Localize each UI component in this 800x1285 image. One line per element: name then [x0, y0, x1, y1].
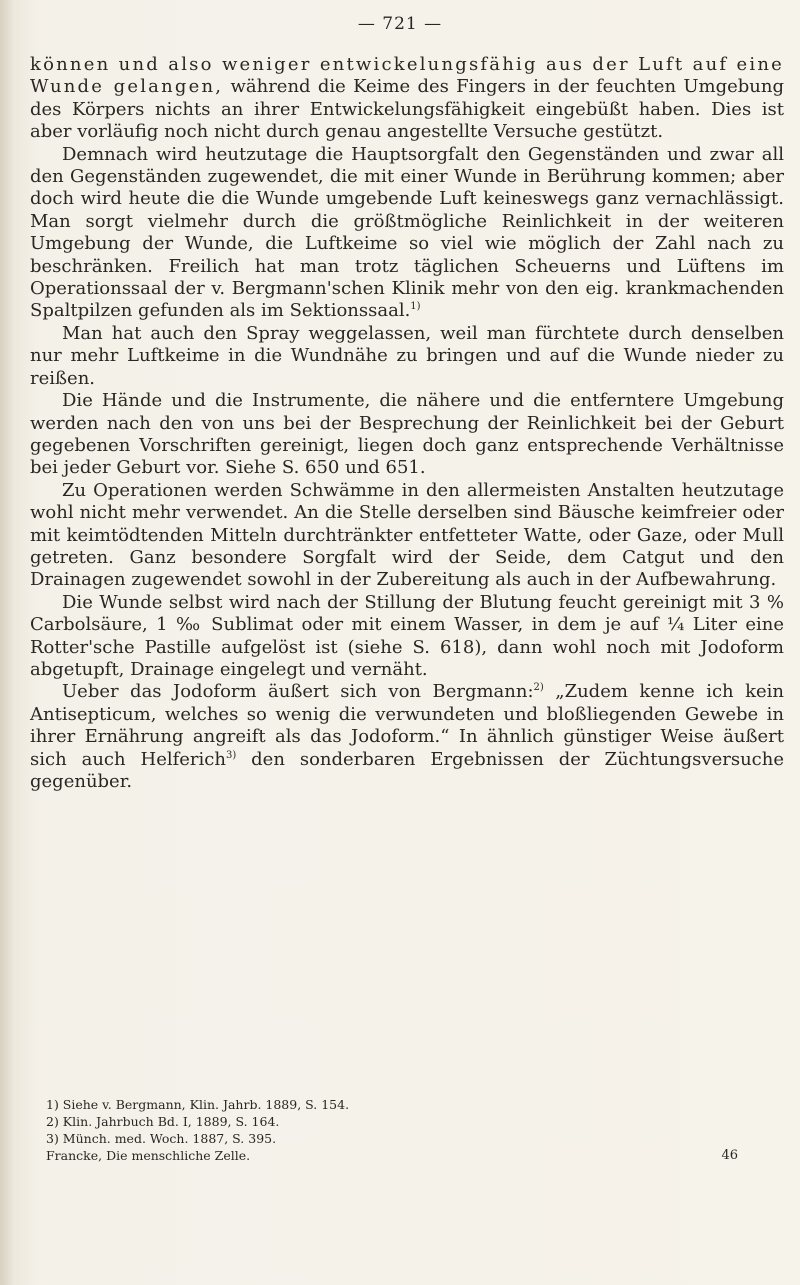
paragraph-7	[30, 681, 784, 793]
footnotes	[46, 1096, 786, 1164]
paragraph-7-text: Ueber das Jodoform äußert sich von Bergmann:	[62, 681, 534, 703]
paragraph-2-text: Demnach wird heutzutage die Hauptsorgfalt den Gegenständen und zwar all den Gegenständen zugewendet, die mit einer Wunde in Berührung kommen; aber doch wird heute die die Wunde umgebende Luft keineswegs ganz vernachlässigt. Man sorgt vielmehr durch die größtmögliche Reinlichkeit in der weiteren Umgebung der Wunde, die Luftkeime so viel wie möglich der Zahl nach zu beschränken. Freilich hat man trotz täglichen Scheuerns und Lüftens im Operationssaal der v. Bergmann'schen Klinik mehr von den eig. krankmachenden Spaltpilzen gefunden als im Sektionssaal.	[30, 143, 784, 322]
paragraph-7-end: den sonderbaren Ergebnissen der Züchtungsversuche gegenüber.	[30, 748, 784, 792]
paragraph-3: Man hat auch den Spray weggelassen, weil man fürchtete durch denselben nur mehr Luftkeime in die Wundnähe zu bringen und auf die Wunde nieder zu reißen.	[30, 322, 784, 389]
page-number: — 721 —	[357, 14, 443, 34]
paragraph-5: Zu Operationen werden Schwämme in den allermeisten Anstalten heutzutage wohl nicht mehr verwendet. An die Stelle derselben sind Bäusche keimfreier oder mit keimtödtenden Mitteln durchtränkter entfetteter Watte, oder Gaze, oder Mull getreten. Ganz besondere Sorgfalt wird der Seide, dem Catgut und den Drainagen zugewendet sowohl in der Zubereitung als auch in der Aufbewahrung.	[30, 479, 784, 591]
paragraph-7-quote: „Zudem kenne ich kein Antisepticum, welches so wenig die verwundeten und bloßliegenden Gewebe in ihrer Ernährung angreift als das Jodoform.“ In ähnlich günstiger Weise äußert sich auch Helferich	[30, 681, 784, 770]
paragraph-4: Die Hände und die Instrumente, die nähere und die entferntere Umgebung werden nach den von uns bei der Besprechung der Reinlichkeit bei der Geburt gegebenen Vorschriften gereinigt, liegen doch ganz entsprechende Verhältnisse bei jeder Geburt vor. Siehe S. 650 und 651.	[30, 390, 784, 479]
footer-line	[46, 1147, 786, 1164]
paragraph-1-rest: während die Keime des Fingers in der feuchten Umgebung des Körpers nichts an ihrer Entwickelungsfähigkeit eingebüßt haben. Dies ist aber vorläufig noch nicht durch genau angestellte Versuche gestützt.	[30, 76, 784, 143]
signature-mark: 46	[721, 1148, 738, 1163]
footnote-ref-1: 1)	[410, 301, 421, 313]
body-text	[30, 54, 784, 793]
running-footer: Francke, Die menschliche Zelle.	[46, 1148, 251, 1163]
footnote-1: 1) Siehe v. Bergmann, Klin. Jahrb. 1889, S. 154.	[46, 1097, 350, 1112]
paragraph-1-spaced: können und also weniger entwickelungsfähig aus der Luft auf eine Wunde gelangen,	[30, 54, 784, 98]
paragraph-2	[30, 144, 784, 323]
footnote-ref-2: 2)	[533, 682, 544, 694]
footnote-ref-3: 3)	[225, 749, 237, 761]
footnote-3: 3) Münch. med. Woch. 1887, S. 395.	[46, 1131, 277, 1146]
paragraph-6: Die Wunde selbst wird nach der Stillung der Blutung feucht gereinigt mit 3 % Carbolsäure, 1 ‰ Sublimat oder mit einem Wasser, in dem je auf ¼ Liter eine Rotter'sche Pastille aufgelöst ist (siehe S. 618), dann wohl noch mit Jodoform abgetupft, Drainage eingelegt und vernäht.	[30, 591, 784, 680]
binding-shadow	[0, 0, 14, 1285]
footnote-2: 2) Klin. Jahrbuch Bd. I, 1889, S. 164.	[46, 1114, 280, 1129]
paragraph-1	[30, 54, 784, 144]
